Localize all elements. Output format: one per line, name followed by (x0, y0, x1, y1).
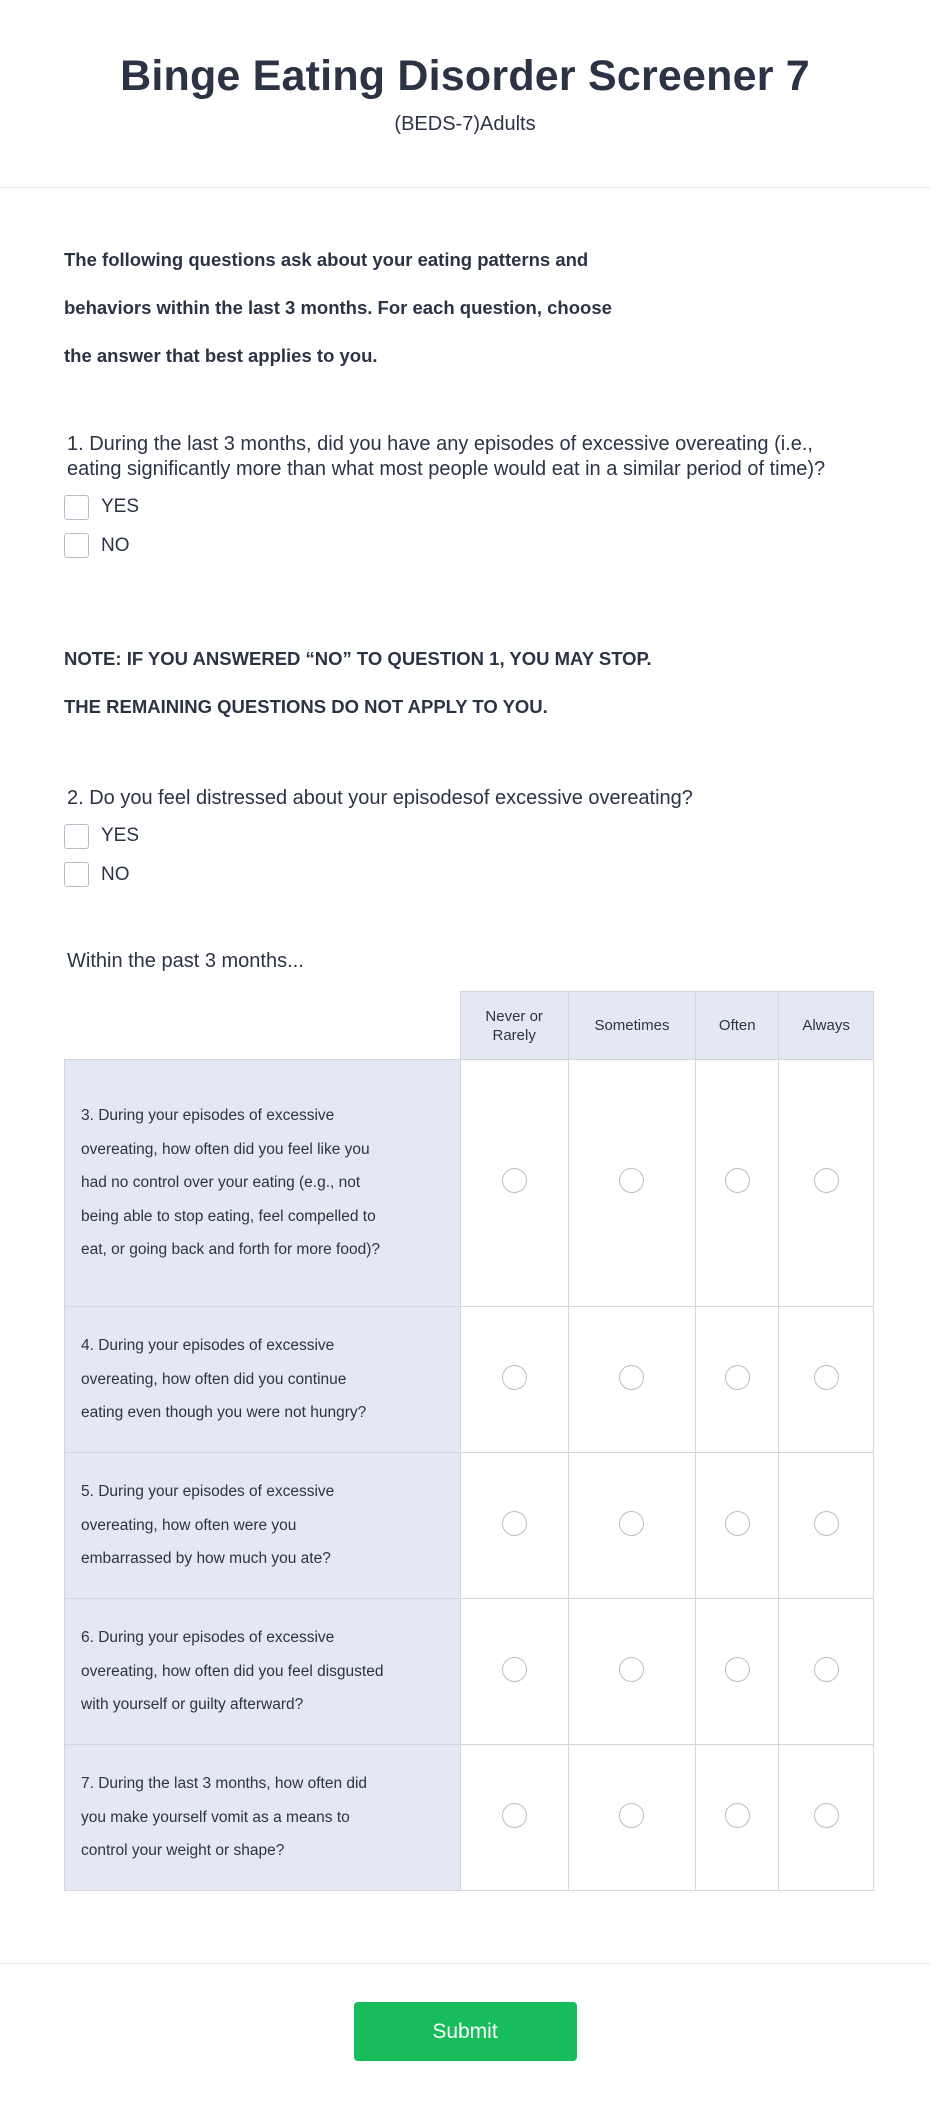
cell (568, 1453, 696, 1599)
q7-radio-often[interactable] (725, 1803, 750, 1828)
row-label-3 (65, 1060, 461, 1307)
submit-button[interactable]: Submit (354, 2002, 577, 2061)
cell (696, 1060, 779, 1307)
q2-no-label: NO (101, 863, 130, 885)
q1-yes-label: YES (101, 496, 140, 518)
form-title: Binge Eating Disorder Screener 7 (120, 52, 810, 100)
q5-radio-always[interactable] (814, 1511, 839, 1536)
q3-radio-sometimes[interactable] (619, 1168, 644, 1193)
question-1 (64, 432, 866, 565)
intro-line: the answer that best applies to you. (64, 345, 378, 366)
matrix-row-5 (65, 1453, 874, 1599)
question-1-label: 1. During the last 3 months, did you have any episodes of excessive overeating (i.e., eating significantly more than what most people would eat in a similar period of time)? (67, 433, 826, 480)
col-header-often: Often (696, 992, 779, 1060)
matrix-row-3 (65, 1060, 874, 1307)
matrix-header-row (65, 992, 874, 1060)
cell (460, 1745, 568, 1891)
col-header-sometimes: Sometimes (568, 992, 696, 1060)
form-content (0, 236, 930, 1891)
row-label-5 (65, 1453, 461, 1599)
form-header (0, 0, 930, 188)
col-header-always: Always (779, 992, 874, 1060)
q7-radio-never[interactable] (502, 1803, 527, 1828)
matrix-row-6 (65, 1599, 874, 1745)
q4-radio-often[interactable] (725, 1365, 750, 1390)
q5-radio-sometimes[interactable] (619, 1511, 644, 1536)
form-subtitle: (BEDS-7)Adults (394, 113, 536, 135)
q3-radio-never[interactable] (502, 1168, 527, 1193)
q6-radio-often[interactable] (725, 1657, 750, 1682)
cell (779, 1453, 874, 1599)
cell (696, 1307, 779, 1453)
matrix-corner (65, 992, 461, 1060)
cell (460, 1060, 568, 1307)
cell (696, 1745, 779, 1891)
question-2-options (64, 817, 866, 894)
question-1-options (64, 488, 866, 565)
row-label-7 (65, 1745, 461, 1891)
q4-radio-never[interactable] (502, 1365, 527, 1390)
q6-radio-always[interactable] (814, 1657, 839, 1682)
note-line: NOTE: IF YOU ANSWERED “NO” TO QUESTION 1, YOU MAY STOP. (64, 648, 652, 669)
row-7-text: 7. During the last 3 months, how often did you make yourself vomit as a means to control your weight or shape? (81, 1775, 368, 1860)
q5-radio-never[interactable] (502, 1511, 527, 1536)
cell (460, 1453, 568, 1599)
intro-line: behaviors within the last 3 months. For each question, choose (64, 297, 612, 318)
cell (779, 1060, 874, 1307)
q3-radio-always[interactable] (814, 1168, 839, 1193)
cell (568, 1599, 696, 1745)
col-header-never (460, 992, 568, 1060)
matrix-title: Within the past 3 months... (67, 950, 304, 972)
cell (696, 1599, 779, 1745)
likert-matrix (64, 991, 874, 1891)
q4-radio-sometimes[interactable] (619, 1365, 644, 1390)
q2-option-no[interactable] (64, 856, 866, 895)
q7-radio-always[interactable] (814, 1803, 839, 1828)
intro-line: The following questions ask about your eating patterns and (64, 249, 589, 270)
cell (779, 1307, 874, 1453)
matrix-row-7 (65, 1745, 874, 1891)
stop-note (64, 635, 866, 731)
q1-no-label: NO (101, 534, 130, 556)
q2-yes-label: YES (101, 825, 140, 847)
q1-option-no[interactable] (64, 527, 866, 566)
row-6-text: 6. During your episodes of excessive overeating, how often did you feel disgusted with yourself or guilty afterward? (81, 1629, 384, 1714)
q4-radio-always[interactable] (814, 1365, 839, 1390)
cell (568, 1060, 696, 1307)
cell (696, 1453, 779, 1599)
question-2-label: 2. Do you feel distressed about your episodesof excessive overeating? (67, 787, 693, 809)
cell (460, 1307, 568, 1453)
cell (779, 1745, 874, 1891)
row-label-6 (65, 1599, 461, 1745)
q5-radio-often[interactable] (725, 1511, 750, 1536)
q3-radio-often[interactable] (725, 1168, 750, 1193)
q1-yes-checkbox[interactable] (64, 495, 89, 520)
q2-no-checkbox[interactable] (64, 862, 89, 887)
question-2 (64, 786, 866, 894)
q6-radio-never[interactable] (502, 1657, 527, 1682)
form-footer (0, 1963, 930, 2061)
note-line: THE REMAINING QUESTIONS DO NOT APPLY TO YOU. (64, 696, 548, 717)
cell (568, 1745, 696, 1891)
row-label-4 (65, 1307, 461, 1453)
q2-option-yes[interactable] (64, 817, 866, 856)
intro-text (64, 236, 664, 380)
col-header-label: Never or Rarely (485, 1007, 543, 1044)
row-3-text: 3. During your episodes of excessive overeating, how often did you feel like you had no control over your eating (e.g., not being able to stop eating, feel compelled to eat, or going back and forth for more food)? (81, 1107, 380, 1259)
q7-radio-sometimes[interactable] (619, 1803, 644, 1828)
cell (460, 1599, 568, 1745)
q1-no-checkbox[interactable] (64, 533, 89, 558)
matrix-row-4 (65, 1307, 874, 1453)
q6-radio-sometimes[interactable] (619, 1657, 644, 1682)
q1-option-yes[interactable] (64, 488, 866, 527)
row-4-text: 4. During your episodes of excessive overeating, how often did you continue eating even though you were not hungry? (81, 1337, 367, 1422)
cell (568, 1307, 696, 1453)
row-5-text: 5. During your episodes of excessive overeating, how often were you embarrassed by how much you ate? (81, 1483, 335, 1568)
q2-yes-checkbox[interactable] (64, 824, 89, 849)
cell (779, 1599, 874, 1745)
